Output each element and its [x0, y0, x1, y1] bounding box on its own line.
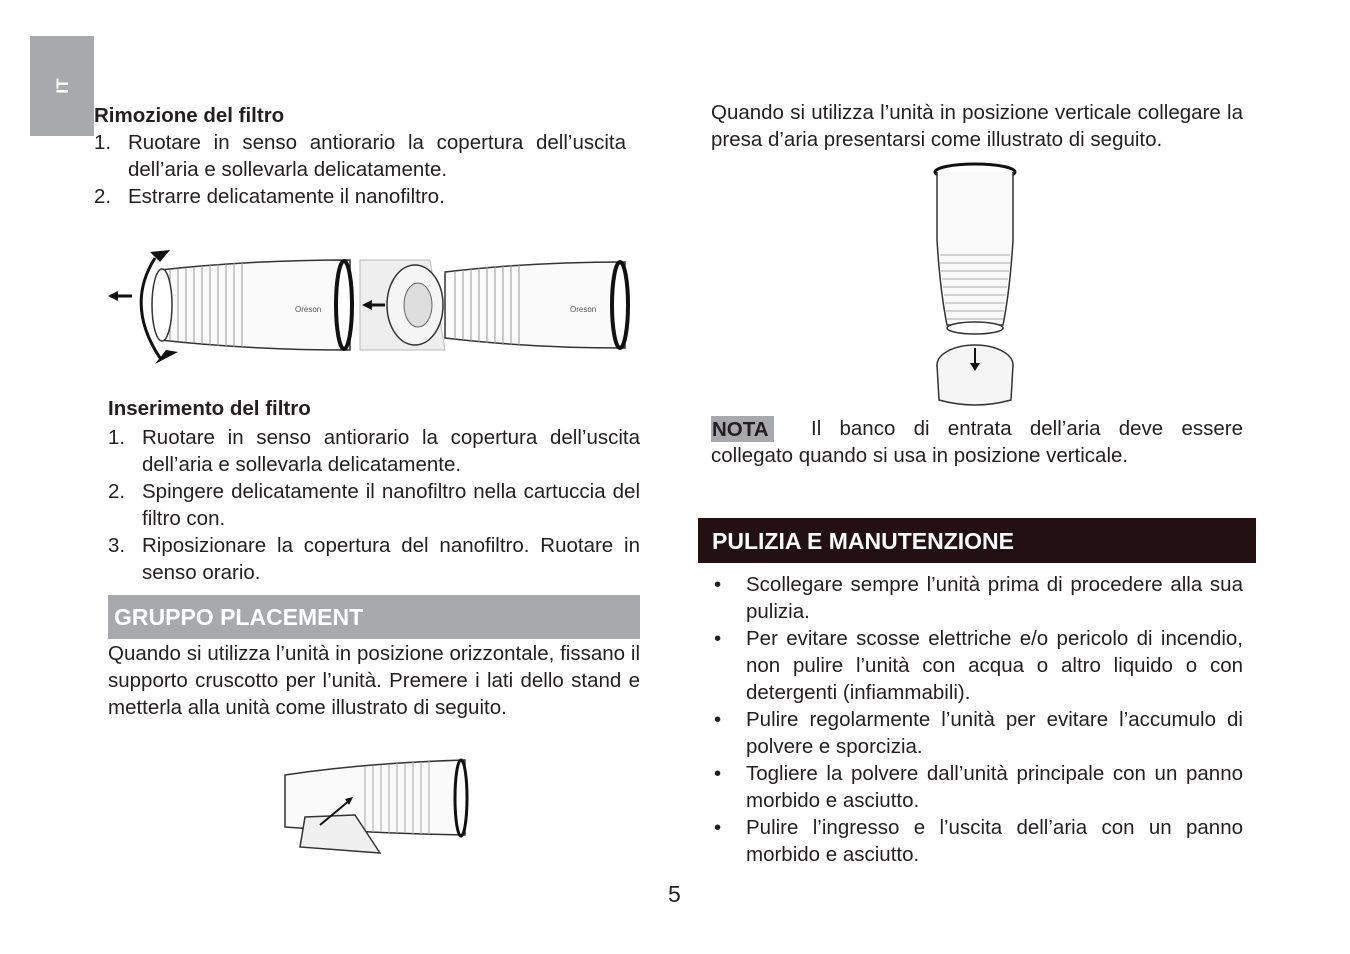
horizontal-stand-illustration — [275, 755, 475, 865]
insertion-title: Inserimento del filtro — [108, 397, 311, 420]
note-label: NOTA — [712, 418, 769, 441]
list-item: 1. Ruotare in senso antiorario la copertura dell’uscita dell’aria e sollevarla delicatamente. — [94, 131, 626, 181]
page-number: 5 — [668, 881, 681, 907]
placement-heading: GRUPPO PLACEMENT — [108, 595, 640, 639]
list-item: 3. Riposizionare la copertura del nanofiltro. Ruotare in senso orario. — [108, 534, 640, 584]
list-item: 1. Ruotare in senso antiorario la copertura dell’uscita dell’aria e sollevarla delicatamente. — [108, 426, 640, 476]
removal-title: Rimozione del filtro — [94, 104, 285, 127]
note-text: Il banco di entrata dell’aria deve essere collegato quando si usa in posizione verticale. — [711, 417, 1243, 467]
language-tab — [30, 36, 94, 136]
list-item: • Pulire regolarmente l’unità per evitare l’accumulo di polvere e sporcizia. — [714, 708, 1243, 758]
cleaning-list — [711, 571, 1243, 868]
filter-removal-illustration — [100, 240, 640, 370]
list-item: • Per evitare scosse elettriche e/o pericolo di incendio, non pulire l’unità con acqua o altro liquido o con detergenti (infiammabili). — [714, 627, 1243, 704]
list-item: • Scollegare sempre l’unità prima di procedere alla sua pulizia. — [714, 573, 1243, 623]
vertical-unit-illustration — [925, 160, 1025, 415]
removal-steps — [94, 129, 626, 210]
list-item: • Pulire l’ingresso e l’uscita dell’aria con un panno morbido e asciutto. — [714, 816, 1243, 866]
vertical-text: Quando si utilizza l’unità in posizione verticale collegare la presa d’aria presentarsi come illustrato di seguito. — [711, 101, 1243, 151]
language-tab-label: IT — [53, 78, 72, 94]
insertion-steps — [108, 424, 640, 586]
placement-text: Quando si utilizza l’unità in posizione orizzontale, fissano il supporto cruscotto per l’unità. Premere i lati dello stand e metterla alla unità come illustrato di seguito. — [108, 642, 640, 719]
list-item: 2. Spingere delicatamente il nanofiltro nella cartuccia del filtro con. — [108, 480, 640, 530]
brand-logo-left: Oreson — [295, 305, 322, 314]
list-item: 2. Estrarre delicatamente il nanofiltro. — [94, 185, 445, 208]
list-item: • Togliere la polvere dall’unità principale con un panno morbido e asciutto. — [714, 762, 1243, 812]
cleaning-heading: PULIZIA E MANUTENZIONE — [698, 518, 1256, 563]
brand-logo-right: Oreson — [570, 305, 597, 314]
